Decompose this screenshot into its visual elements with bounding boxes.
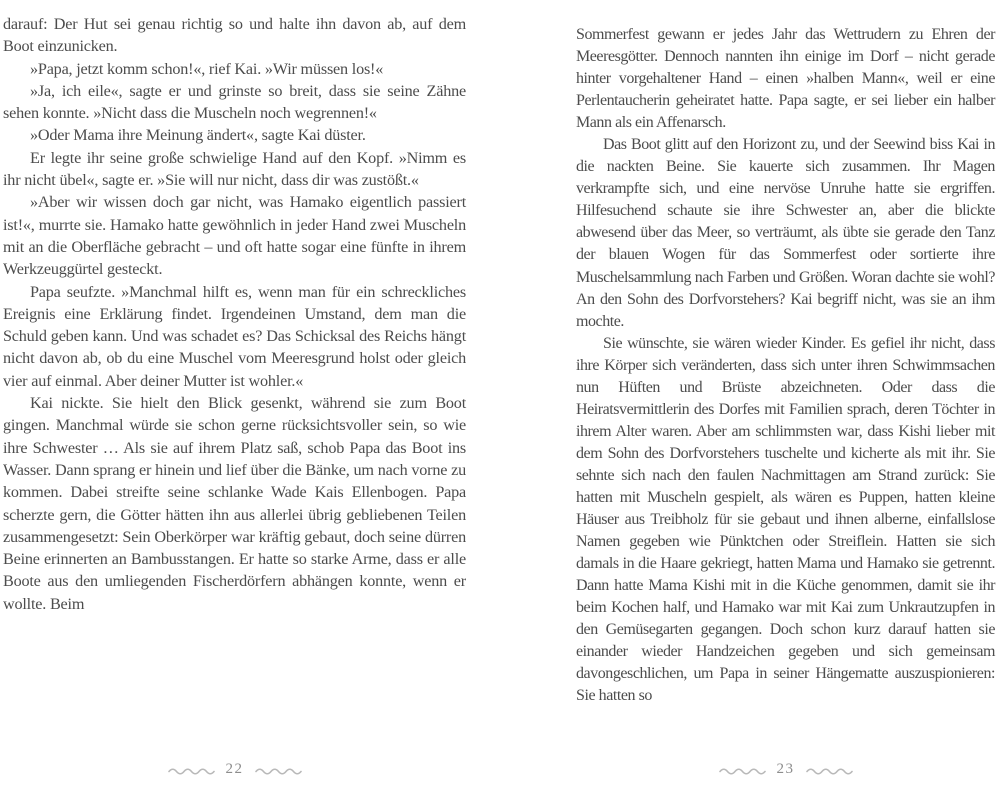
wave-ornament-icon [806, 765, 853, 775]
page-right-footer [576, 762, 995, 777]
paragraph: Das Boot glitt auf den Horizont zu, und der Seewind biss Kai in die nackten Beine. Sie kauerte sich zusammen. Ihr Magen verkrampfte sich, und eine nervöse Unruhe hatte sie ergriffen. Hilfesuchend schaute sie ihre Schwester an, aber die blickte abwesend über das Meer, so verträumt, als übte sie gerade den Tanz der blauen Wogen für das Sommerfest oder sortierte ihre Muschelsammlung nach Farben und Größen. Woran dachte sie wohl? An den Sohn des Dorfvorstehers? Kai begriff nicht, was sie an ihm mochte. [576, 136, 995, 330]
page-left-text [3, 13, 466, 615]
wave-ornament-icon [719, 765, 766, 775]
page-left [3, 13, 466, 793]
paragraph: Er legte ihr seine große schwielige Hand auf den Kopf. »Nimm es ihr nicht übel«, sagte er. »Sie will nur nicht, dass dir was zustößt.« [3, 148, 466, 190]
paragraph: »Oder Mama ihre Meinung ändert«, sagte Kai düster. [30, 126, 366, 145]
paragraph: »Ja, ich eile«, sagte er und grinste so breit, dass sie seine Zähne sehen konnte. »Nicht dass die Muscheln noch wegrennen!« [3, 81, 466, 123]
paragraph: Sommerfest gewann er jedes Jahr das Wettrudern zu Ehren der Meeresgötter. Dennoch nannten ihn einige im Dorf – nicht gerade hinter vorgehaltener Hand – einen »halben Mann«, weil er eine Perlentaucherin geheiratet hatte. Papa sagte, er sei lieber ein halber Mann als ein Affenarsch. [576, 26, 995, 132]
paragraph: Kai nickte. Sie hielt den Blick gesenkt, während sie zum Boot gingen. Manchmal würde sie schon gerne rücksichtsvoller sein, so wie ihre Schwester … Als sie auf ihrem Platz saß, schob Papa das Boot ins Wasser. Dann sprang er hinein und lief über die Bänke, um nach vorne zu kommen. Dabei streifte seine schlanke Wade Kais Ellenbogen. Papa scherzte gern, die Götter hätten ihn aus allerlei übrig gebliebenen Teilen zusammengesetzt: Sein Oberkörper war kräftig gebaut, doch seine dürren Beine erinnerten an Bambusstangen. Er hatte so starke Arme, dass er alle Boote aus den umliegenden Fischerdörfern abhängen konnte, wenn er wollte. Beim [3, 394, 466, 613]
page-number: 23 [776, 761, 795, 777]
page-right [576, 24, 995, 794]
page-number: 22 [225, 761, 244, 777]
wave-ornament-icon [255, 765, 302, 775]
page-right-text [576, 24, 995, 707]
paragraph: darauf: Der Hut sei genau richtig so und halte ihn davon ab, auf dem Boot einzunicken. [3, 15, 466, 56]
paragraph: Papa seufzte. »Manchmal hilft es, wenn man für ein schreckliches Ereignis eine Erklärung findet. Irgendeinen Umstand, dem man die Schuld geben kann. Und was schadet es? Das Schicksal des Reichs hängt nicht davon ab, ob du eine Muschel vom Meeresgrund holst oder gleich vier auf einmal. Aber deiner Mutter ist wohler.« [3, 282, 466, 390]
wave-ornament-icon [168, 765, 215, 775]
page-left-footer [3, 762, 466, 777]
paragraph: »Aber wir wissen doch gar nicht, was Hamako eigentlich passiert ist!«, murrte sie. Hamako hatte gewöhnlich in jeder Hand zwei Muscheln mit an die Oberfläche gebracht – und oft hatte sogar eine fünfte in ihrem Werkzeuggürtel gesteckt. [3, 193, 466, 279]
paragraph: Sie wünschte, sie wären wieder Kinder. Es gefiel ihr nicht, dass ihre Körper sich veränderten, dass sich unter ihren Schwimmsachen nun Hüften und Brüste abzeichneten. Oder dass die Heiratsvermittlerin des Dorfes mit Familien sprach, deren Töchter in ihrem Alter waren. Aber am schlimmsten war, dass Kishi lieber mit dem Sohn des Dorfvorstehers tuschelte und kicherte als mit ihr. Sie sehnte sich nach den faulen Nachmittagen am Strand zurück: Sie hatten mit Muscheln gespielt, als wären es Puppen, hatten kleine Häuser aus Treibholz für sie gebaut und ihnen alberne, einfallslose Namen gegeben wie Pünktchen oder Streiflein. Hatten sie sich damals in die Haare gekriegt, hatten Mama und Hamako sie getrennt. Dann hatte Mama Kishi mit in die Küche genommen, damit sie ihr beim Kochen half, und Hamako war mit Kai zum Unkrautzupfen in den Gemüsegarten gegangen. Doch schon kurz darauf hatten sie einander wieder Handzeichen gegeben und sich gemeinsam davongeschlichen, um Papa in seiner Hängematte auszuspionieren: Sie hatten so [576, 334, 995, 705]
paragraph: »Papa, jetzt komm schon!«, rief Kai. »Wir müssen los!« [30, 59, 384, 78]
